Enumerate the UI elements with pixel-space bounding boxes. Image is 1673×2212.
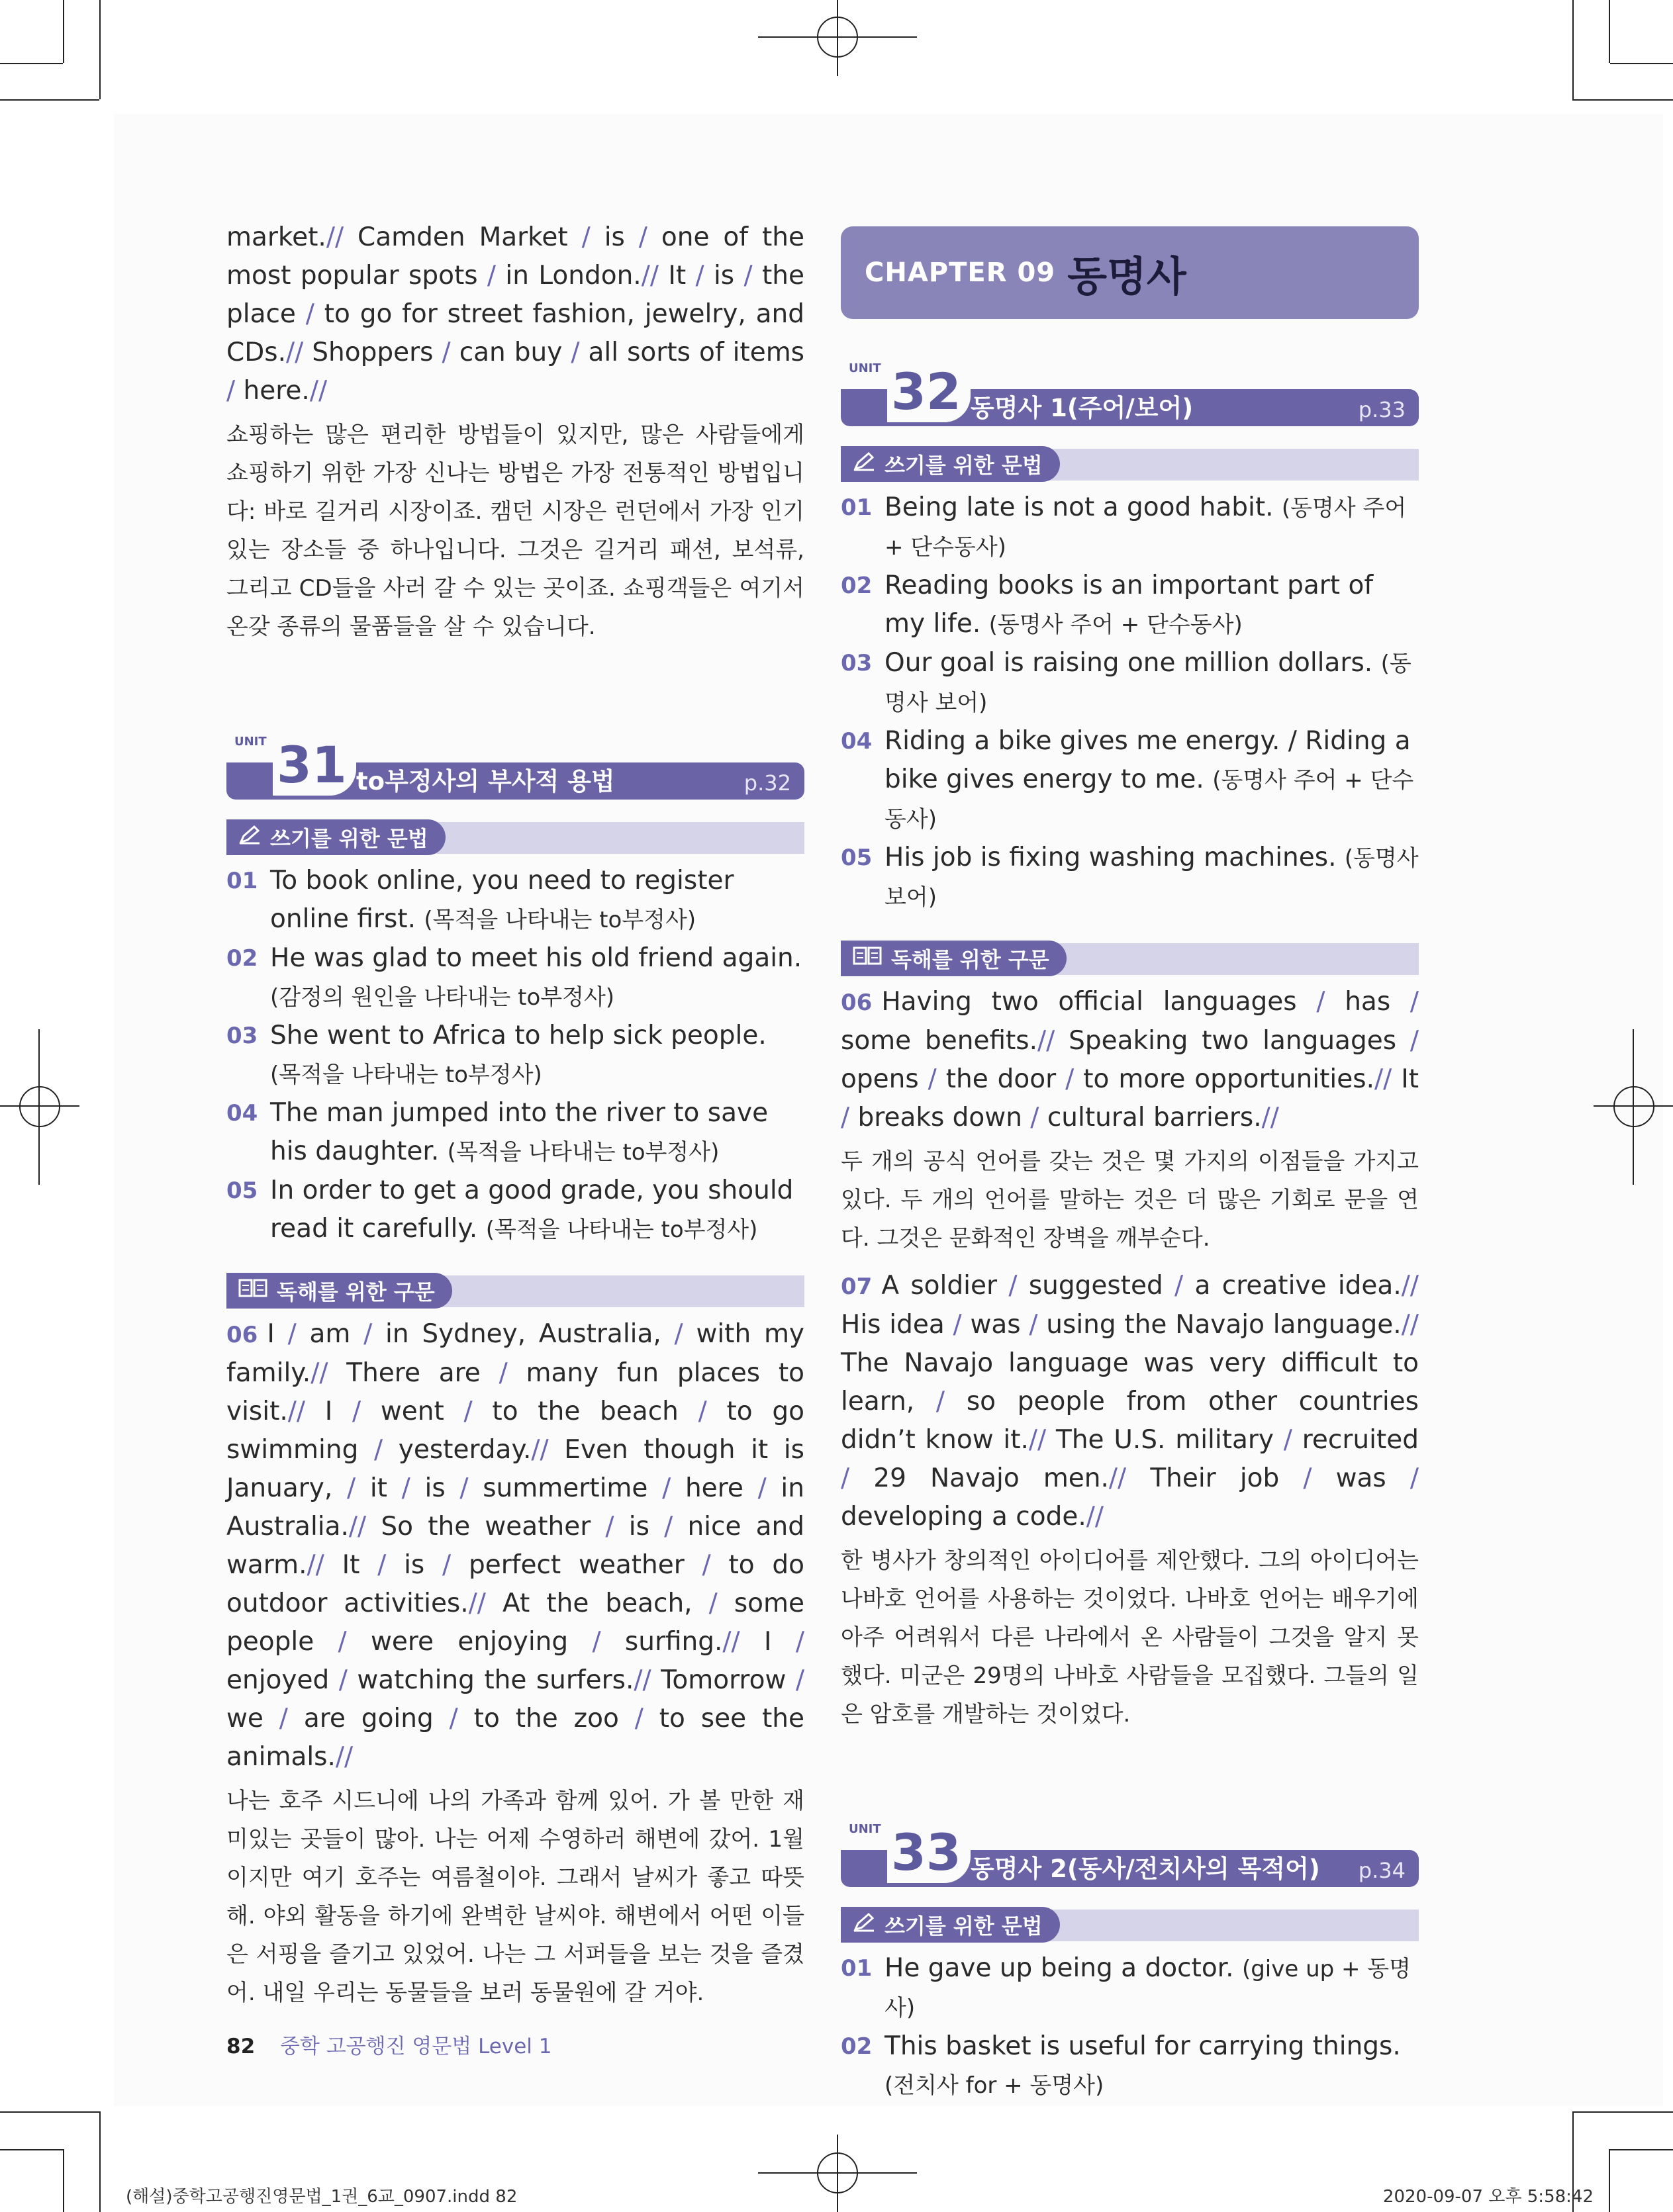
- passage-chunk: perfect weather: [468, 1550, 685, 1580]
- chunk-separator: /: [274, 1319, 310, 1349]
- chunk-separator: /: [591, 1512, 629, 1542]
- pencil-icon: [238, 825, 261, 850]
- pencil-icon: [853, 451, 875, 477]
- passage-chunk: many fun places to visit.: [226, 1358, 804, 1426]
- passage-chunk: in Australia.: [226, 1473, 804, 1542]
- passage-chunk: enjoyed: [226, 1665, 330, 1695]
- passage-chunk: I: [267, 1319, 275, 1349]
- chunk-separator: /: [618, 1704, 659, 1733]
- item-note: (동명사 보어): [884, 651, 1411, 716]
- passage-chunk: 29 Navajo men.: [873, 1463, 1109, 1493]
- passage-chunk: am: [309, 1319, 351, 1349]
- item-text: [884, 567, 1419, 644]
- chunk-separator: /: [914, 1387, 967, 1416]
- item-sentence: This basket is useful for carrying things.: [884, 2031, 1401, 2061]
- passage-chunk: The Navajo language was very difficult to learn,: [841, 1348, 1419, 1416]
- chunk-separator: /: [332, 1397, 381, 1426]
- chunk-separator: //: [307, 1550, 342, 1580]
- passage-chunk: His idea: [841, 1310, 945, 1340]
- item-number: 01: [226, 868, 258, 894]
- unit-title: 동명사 1(주어/보어): [971, 394, 1194, 422]
- chunk-separator: /: [314, 1627, 371, 1657]
- reading-section-header: [841, 941, 1419, 976]
- passage-chunk: Their job: [1150, 1463, 1280, 1493]
- chunk-separator: /: [359, 1550, 405, 1580]
- passage-chunk: is: [628, 1512, 649, 1542]
- unit-page-ref: p.34: [1358, 1858, 1406, 1883]
- passage-chunk: some people: [226, 1589, 804, 1657]
- passage-chunk: I: [324, 1397, 333, 1426]
- chunk-separator: /: [480, 1358, 526, 1388]
- unit-31-header: [226, 732, 804, 796]
- unit-label: UNIT: [849, 1822, 881, 1836]
- item-note: (동명사 주어 + 단수동사): [988, 612, 1243, 638]
- item-number: 04: [226, 1100, 258, 1127]
- list-item: [841, 488, 1419, 567]
- chapter-banner: [841, 226, 1419, 319]
- chunk-separator: /: [568, 1627, 625, 1657]
- list-item: [841, 2027, 1419, 2105]
- list-item: [226, 1094, 804, 1172]
- passage-chunk: yesterday.: [398, 1435, 532, 1465]
- item-note: (전치사 for + 동명사): [884, 2072, 1104, 2099]
- chunk-separator: /: [358, 1435, 399, 1465]
- book-title: 중학 고공행진 영문법 Level 1: [280, 2035, 552, 2058]
- item-note: (목적을 나타내는 to부정사): [424, 907, 696, 933]
- chunk-separator: //: [285, 338, 312, 367]
- left-column: [226, 218, 804, 2012]
- chunk-separator: /: [445, 1473, 483, 1503]
- passage-chunk: using the Navajo language.: [1046, 1310, 1402, 1340]
- passage-chunk: went: [380, 1397, 444, 1426]
- passage-chunk: some benefits.: [841, 1026, 1038, 1056]
- passage-chunk: is: [424, 1473, 446, 1503]
- passage-number: 06: [226, 1322, 258, 1348]
- chunk-separator: /: [771, 1627, 804, 1657]
- reading-section-header: [226, 1273, 804, 1309]
- chunk-separator: //: [1401, 1310, 1419, 1340]
- passage-chunk: market.: [226, 222, 326, 252]
- unit-number: 33: [887, 1822, 971, 1883]
- passage-chunk: were enjoying: [370, 1627, 569, 1657]
- item-sentence: In order to get a good grade, you should read it carefully.: [270, 1175, 794, 1244]
- item-number: 03: [841, 650, 873, 676]
- chunk-separator: //: [335, 1742, 354, 1772]
- passage-chunk: is: [604, 222, 625, 252]
- item-sentence: Being late is not a good habit.: [884, 492, 1282, 522]
- chunk-separator: /: [1296, 987, 1345, 1017]
- chunk-separator: /: [743, 1473, 781, 1503]
- passage-chunk: are going: [303, 1704, 434, 1733]
- chunk-separator: /: [1022, 1103, 1047, 1132]
- chunk-separator: /: [661, 1319, 696, 1349]
- passage-chunk: summertime: [483, 1473, 648, 1503]
- passage-chunk: is: [404, 1550, 425, 1580]
- passage-chunk: here: [685, 1473, 743, 1503]
- reading-section-title: 독해를 위한 구문: [277, 1279, 435, 1305]
- item-sentence: To book online, you need to register online first.: [270, 866, 734, 934]
- chunk-separator: //: [634, 1665, 661, 1695]
- chunk-separator: /: [684, 1550, 729, 1580]
- passage-chunk: Tomorrow: [661, 1665, 787, 1695]
- item-number: 04: [841, 728, 873, 755]
- chunk-separator: //: [311, 1358, 347, 1388]
- chunk-separator: //: [468, 1589, 502, 1618]
- chunk-separator: //: [1108, 1463, 1151, 1493]
- passage-chunk: was: [970, 1310, 1021, 1340]
- chunk-separator: //: [1261, 1103, 1279, 1132]
- item-sentence: She went to Africa to help sick people.: [270, 1021, 767, 1050]
- passage-chunk: the place: [226, 261, 804, 329]
- unit-page-ref: p.33: [1358, 397, 1406, 422]
- passage-chunk: we: [226, 1704, 263, 1733]
- item-note: (감정의 원인을 나타내는 to부정사): [270, 984, 615, 1011]
- passage-chunk: Shoppers: [312, 338, 434, 367]
- grammar-section-title: 쓰기를 위한 문법: [884, 1913, 1043, 1939]
- item-text: [270, 939, 804, 1017]
- passage-chunk: Even though it is January,: [226, 1435, 804, 1503]
- passage-chunk: surfing.: [624, 1627, 723, 1657]
- list-item: [841, 644, 1419, 722]
- passage-chunk: one of the most popular spots: [226, 222, 804, 291]
- unit-label: UNIT: [849, 361, 881, 375]
- languages-passage-english: [841, 983, 1419, 1137]
- passage-chunk: to the zoo: [473, 1704, 619, 1733]
- chunk-separator: /: [841, 1103, 858, 1132]
- passage-chunk: The U.S. military: [1056, 1425, 1274, 1455]
- item-text: [270, 1094, 804, 1172]
- chunk-separator: //: [287, 1397, 325, 1426]
- passage-number: 06: [841, 990, 873, 1016]
- item-text: [884, 722, 1419, 839]
- page-number: 82: [226, 2035, 256, 2058]
- item-text: [884, 2027, 1419, 2105]
- chunk-separator: /: [1390, 987, 1419, 1017]
- list-item: [841, 722, 1419, 839]
- passage-chunk: to see the animals.: [226, 1704, 804, 1772]
- list-item: [841, 839, 1419, 917]
- chunk-separator: /: [786, 1665, 804, 1695]
- chunk-separator: //: [1374, 1064, 1402, 1094]
- chunk-separator: //: [1028, 1425, 1056, 1455]
- grammar-section-header: [841, 1907, 1419, 1943]
- item-number: 03: [226, 1023, 258, 1049]
- passage-chunk: breaks down: [857, 1103, 1022, 1132]
- passage-chunk: is: [713, 261, 735, 291]
- passage-chunk: A soldier: [881, 1271, 997, 1301]
- list-item: [226, 1172, 804, 1249]
- unit-page-ref: p.32: [743, 770, 791, 796]
- item-number: 02: [226, 945, 258, 972]
- passage-chunk: a creative idea.: [1194, 1271, 1402, 1301]
- chunk-separator: /: [678, 1397, 727, 1426]
- item-number: 05: [226, 1177, 258, 1204]
- item-sentence: His job is fixing washing machines.: [884, 843, 1345, 872]
- item-note: (목적을 나타내는 to부정사): [447, 1139, 720, 1166]
- passage-chunk: At the beach,: [502, 1589, 693, 1618]
- list-item: [841, 567, 1419, 644]
- chunk-separator: /: [841, 1463, 874, 1493]
- passage-chunk: recruited: [1302, 1425, 1419, 1455]
- chunk-separator: //: [309, 376, 328, 406]
- chunk-separator: //: [722, 1627, 765, 1657]
- chunk-separator: /: [918, 1064, 946, 1094]
- passage-chunk: it: [369, 1473, 387, 1503]
- passage-chunk: to the beach: [492, 1397, 679, 1426]
- chunk-separator: /: [1279, 1463, 1336, 1493]
- camden-passage-english: [226, 218, 804, 410]
- chunk-separator: /: [562, 338, 589, 367]
- chunk-separator: /: [329, 1665, 358, 1695]
- right-column: [841, 226, 1419, 2105]
- unit-number: 32: [887, 361, 971, 422]
- chunk-separator: /: [263, 1704, 304, 1733]
- passage-chunk: to go for street fashion, jewelry, and CDs.: [226, 299, 804, 367]
- passage-chunk: There are: [346, 1358, 481, 1388]
- item-sentence: Riding a bike gives me energy. / Riding a bike gives energy to me.: [884, 726, 1411, 794]
- item-text: [884, 488, 1419, 567]
- item-sentence: The man jumped into the river to save his daughter.: [270, 1098, 769, 1166]
- chunk-separator: //: [641, 261, 669, 291]
- unit-title: 동명사 2(동사/전치사의 목적어): [971, 1855, 1320, 1883]
- item-text: [884, 839, 1419, 917]
- navajo-passage-english: [841, 1267, 1419, 1536]
- list-item: [226, 862, 804, 939]
- list-item: [841, 1949, 1419, 2027]
- passage-chunk: I: [764, 1627, 772, 1657]
- item-text: [270, 1017, 804, 1094]
- item-sentence: Our goal is raising one million dollars.: [884, 648, 1381, 678]
- item-note: (동명사 주어 + 단수동사): [884, 495, 1407, 561]
- sydney-passage-korean: 나는 호주 시드니에 나의 가족과 함께 있어. 가 볼 만한 재미있는 곳들이 많아. 나는 어제 수영하러 해변에 갔어. 1월이지만 여기 호주는 여름철이야. 그래서 날씨가 좋고 따뜻해. 야외 활동을 하기에 완벽한 날씨야. 해변에서 어떤 이들은 서핑을 즐기고 있었어. 나는 그 서퍼들을 보는 것을 즐겼어. 내일 우리는 동물들을 보러 동물원에 갈 거야.: [226, 1788, 804, 2006]
- passage-chunk: the door: [945, 1064, 1057, 1094]
- passage-chunk: developing a code.: [841, 1502, 1086, 1532]
- chunk-separator: /: [295, 299, 324, 329]
- unit-32-header: [841, 359, 1419, 422]
- chunk-separator: /: [226, 376, 244, 406]
- item-number: 01: [841, 494, 873, 521]
- grammar-section-header: [841, 446, 1419, 482]
- chunk-separator: /: [624, 222, 661, 252]
- chunk-separator: /: [996, 1271, 1029, 1301]
- unit-number: 31: [273, 735, 356, 796]
- chunk-separator: //: [531, 1435, 565, 1465]
- chunk-separator: /: [387, 1473, 425, 1503]
- chunk-separator: //: [1401, 1271, 1419, 1301]
- item-number: 01: [841, 1955, 873, 1982]
- grammar-items-31: [226, 862, 804, 1249]
- chunk-separator: //: [348, 1512, 381, 1542]
- chunk-separator: /: [1163, 1271, 1195, 1301]
- item-note: (동명사 보어): [884, 845, 1419, 911]
- chunk-separator: /: [734, 261, 762, 291]
- passage-chunk: Having two official languages: [881, 987, 1297, 1017]
- chunk-separator: //: [1086, 1502, 1104, 1532]
- item-sentence: He was glad to meet his old friend again.: [270, 943, 802, 973]
- chunk-separator: /: [332, 1473, 370, 1503]
- sydney-passage-english: [226, 1315, 804, 1776]
- passage-chunk: opens: [841, 1064, 919, 1094]
- chunk-separator: /: [444, 1397, 493, 1426]
- passage-chunk: It: [668, 261, 687, 291]
- chapter-label: CHAPTER 09: [865, 257, 1056, 288]
- grammar-section-title: 쓰기를 위한 문법: [884, 453, 1043, 478]
- passage-chunk: suggested: [1028, 1271, 1163, 1301]
- passage-chunk: in Sydney, Australia,: [385, 1319, 661, 1349]
- grammar-items-32: [841, 488, 1419, 917]
- chunk-separator: /: [1056, 1064, 1084, 1094]
- passage-chunk: to more opportunities.: [1083, 1064, 1374, 1094]
- chunk-separator: /: [649, 1512, 688, 1542]
- chunk-separator: /: [686, 261, 714, 291]
- passage-chunk: all sorts of items: [588, 338, 804, 367]
- chunk-separator: /: [433, 1704, 474, 1733]
- chunk-separator: /: [424, 1550, 469, 1580]
- passage-chunk: Camden Market: [358, 222, 568, 252]
- chapter-title: 동명사: [1067, 252, 1186, 300]
- chunk-separator: /: [1396, 1026, 1419, 1056]
- book-icon: [238, 1278, 267, 1303]
- book-icon: [853, 946, 882, 971]
- chunk-separator: /: [1274, 1425, 1302, 1455]
- unit-label: UNIT: [234, 735, 267, 749]
- item-sentence: He gave up being a doctor.: [884, 1953, 1242, 1983]
- item-note: (give up + 동명사): [884, 1956, 1411, 2021]
- item-note: (목적을 나타내는 to부정사): [485, 1217, 758, 1243]
- slug-date: 2020-09-07 오후 5:58:42: [1382, 2187, 1594, 2207]
- chunk-separator: /: [477, 261, 506, 291]
- chunk-separator: /: [433, 338, 459, 367]
- passage-chunk: cultural barriers.: [1047, 1103, 1262, 1132]
- item-number: 02: [841, 573, 873, 599]
- chunk-separator: //: [326, 222, 358, 252]
- grammar-items-33: [841, 1949, 1419, 2105]
- camden-passage-korean: 쇼핑하는 많은 편리한 방법들이 있지만, 많은 사람들에게 쇼핑하기 위한 가장 신나는 방법은 가장 전통적인 방법입니다: 바로 길거리 시장이죠. 캠던 시장은 런던에서 가장 인기 있는 장소들 중 하나입니다. 그것은 길거리 패션, 보석류, 그리고 CD들을 사러 갈 수 있는 곳이죠. 쇼핑객들은 여기서 온갖 종류의 물품들을 살 수 있습니다.: [226, 422, 804, 640]
- item-text: [270, 1172, 804, 1249]
- chunk-separator: /: [944, 1310, 971, 1340]
- unit-33-header: [841, 1820, 1419, 1883]
- item-number: 05: [841, 845, 873, 871]
- passage-chunk: It: [1401, 1064, 1419, 1094]
- passage-chunk: in London.: [505, 261, 642, 291]
- unit-title: to부정사의 부사적 용법: [356, 767, 615, 796]
- passage-chunk: to do outdoor activities.: [226, 1550, 805, 1618]
- passage-chunk: was: [1335, 1463, 1386, 1493]
- pencil-icon: [853, 1912, 875, 1937]
- chunk-separator: /: [567, 222, 604, 252]
- passage-chunk: watching the surfers.: [357, 1665, 634, 1695]
- chunk-separator: /: [1386, 1463, 1419, 1493]
- languages-passage-korean: 두 개의 공식 언어를 갖는 것은 몇 가지의 이점들을 가지고 있다. 두 개의 언어를 말하는 것은 더 많은 기회로 문을 연다. 그것은 문화적인 장벽을 깨부순다.: [841, 1148, 1419, 1252]
- item-note: (동명사 주어 + 단수동사): [884, 767, 1414, 833]
- passage-chunk: Speaking two languages: [1069, 1026, 1397, 1056]
- list-item: [226, 1017, 804, 1094]
- item-text: [270, 862, 804, 939]
- chunk-separator: /: [350, 1319, 386, 1349]
- passage-chunk: to go swimming: [226, 1397, 804, 1465]
- passage-chunk: with my family.: [226, 1319, 805, 1388]
- chunk-separator: /: [1020, 1310, 1047, 1340]
- passage-number: 07: [841, 1273, 873, 1300]
- passage-chunk: It: [342, 1550, 360, 1580]
- chunk-separator: /: [692, 1589, 734, 1618]
- passage-chunk: nice and warm.: [226, 1512, 805, 1580]
- item-number: 02: [841, 2033, 873, 2060]
- chunk-separator: /: [647, 1473, 685, 1503]
- item-text: [884, 644, 1419, 722]
- chunk-separator: //: [1037, 1026, 1069, 1056]
- passage-chunk: can buy: [459, 338, 563, 367]
- item-sentence: Reading books is an important part of my life.: [884, 571, 1374, 639]
- item-text: [884, 1949, 1419, 2027]
- page-footer: [226, 2029, 551, 2059]
- passage-chunk: so people from other countries didn’t know it.: [841, 1387, 1419, 1455]
- slug-file: (해설)중학고공행진영문법_1권_6교_0907.indd 82: [126, 2187, 518, 2207]
- list-item: [226, 939, 804, 1017]
- grammar-section-title: 쓰기를 위한 문법: [270, 826, 428, 851]
- reading-section-title: 독해를 위한 구문: [891, 947, 1049, 972]
- passage-chunk: has: [1345, 987, 1391, 1017]
- navajo-passage-korean: 한 병사가 창의적인 아이디어를 제안했다. 그의 아이디어는 나바호 언어를 사용하는 것이었다. 나바호 언어는 배우기에 아주 어려워서 다른 나라에서 온 사람들이 그것을 알지 못했다. 미군은 29명의 나바호 사람들을 모집했다. 그들의 일은 암호를 개발하는 것이었다.: [841, 1547, 1419, 1728]
- item-note: (목적을 나타내는 to부정사): [270, 1062, 542, 1088]
- grammar-section-header: [226, 819, 804, 855]
- passage-chunk: So the weather: [381, 1512, 591, 1542]
- passage-chunk: here.: [243, 376, 310, 406]
